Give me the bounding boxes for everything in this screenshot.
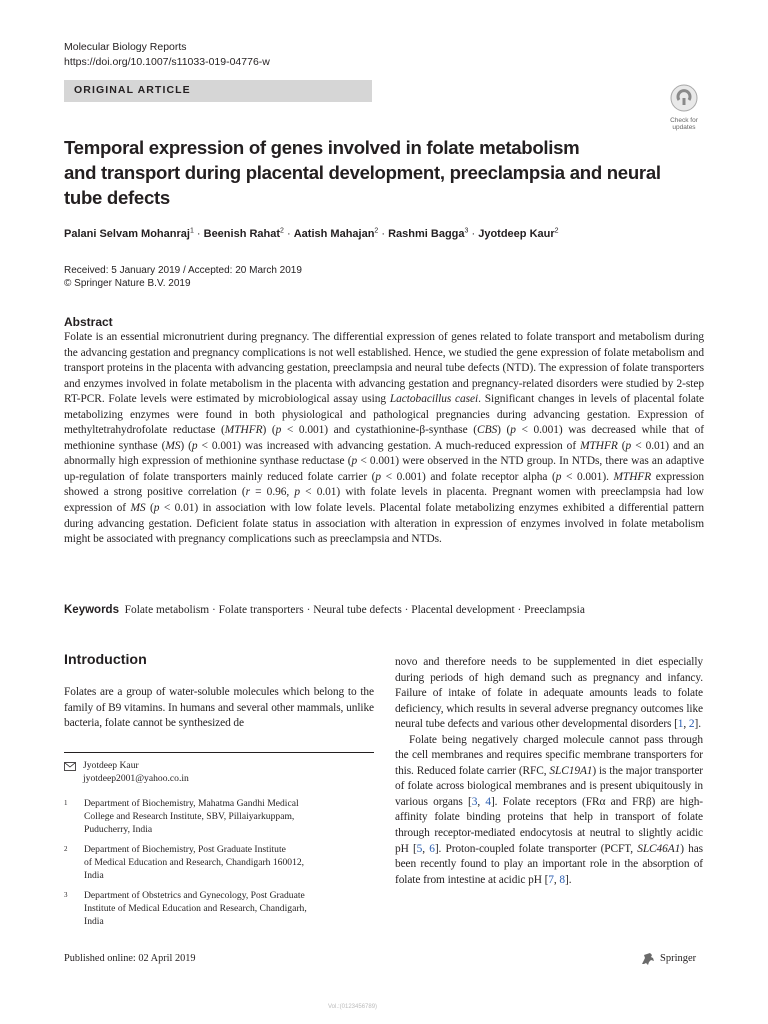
title-line: and transport during placental development, preeclampsia and neural: [64, 162, 661, 183]
author-separator: ·: [283, 228, 294, 240]
title-line: Temporal expression of genes involved in folate metabolism: [64, 137, 580, 158]
article-type-bar: [64, 80, 372, 102]
footnote-divider: [64, 752, 374, 753]
affiliation-line: Department of Biochemistry, Mahatma Gandhi Medical: [84, 798, 299, 809]
check-updates-line2: updates: [672, 124, 696, 131]
affiliation-line: India: [84, 916, 104, 927]
author-name[interactable]: Jyotdeep Kaur: [478, 228, 555, 240]
author-affiliation-number: 2: [554, 227, 559, 235]
author-affiliation-number: 2: [280, 227, 284, 235]
check-for-updates-badge[interactable]: [664, 84, 704, 131]
abstract-heading: Abstract: [64, 315, 113, 329]
affiliation-line: Institute of Medical Education and Research, Chandigarh,: [84, 903, 307, 914]
journal-name: Molecular Biology Reports: [64, 41, 187, 53]
affiliation-number: 1: [64, 799, 68, 807]
intro-paragraph: novo and therefore needs to be supplemented in diet especially during periods of high demand such as pregnancy and infancy. Failure of intake of folate in adequate amounts leads to folate deficiency, which results in several adverse pregnancy outcomes like neural tube defects and various other developmental disorders [1, 2].: [395, 656, 703, 731]
corresponding-author: [83, 759, 189, 785]
keywords-text: Folate metabolism · Folate transporters · Neural tube defects · Placental development · Preeclampsia: [124, 604, 585, 616]
affiliation-2: [64, 843, 374, 882]
author-name[interactable]: Beenish Rahat: [203, 228, 281, 240]
author-list: [64, 228, 559, 240]
check-updates-icon: [670, 84, 698, 112]
author-name[interactable]: Rashmi Bagga: [388, 228, 465, 240]
copyright-line: © Springer Nature B.V. 2019: [64, 278, 191, 289]
article-title: [64, 135, 661, 210]
intro-paragraph: Folates are a group of water-soluble molecules which belong to the family of B9 vitamins. In humans and several other mammals, unlike bacteria, folate cannot be synthesized de: [64, 686, 374, 730]
affiliation-line: Department of Obstetrics and Gynecology, Post Graduate: [84, 890, 305, 901]
affiliation-number: 2: [64, 845, 68, 853]
keywords-label: Keywords: [64, 604, 119, 616]
title-line: tube defects: [64, 187, 170, 208]
email-icon: [64, 758, 76, 776]
intro-left-column: [64, 685, 374, 732]
author-affiliation-number: 1: [189, 227, 194, 235]
doi-link[interactable]: https://doi.org/10.1007/s11033-019-04776-w: [64, 56, 270, 68]
volume-marker: Vol.:(0123456789): [328, 1004, 378, 1010]
abstract-text: Folate is an essential micronutrient during pregnancy. The differential expression of genes related to folate transport and metabolism during the advancing gestation and pregnancy complications is not well established. Hence, we studied the gene expression of folate metabolism and transport proteins in the placenta with advancing gestation, preeclampsia and neural tube defects (NTD). The expression of folate transporters and enzymes involved in folate metabolism in the placenta with advancing gestation and pregnancy-related disorders were studied by 2-step RT-PCR. Folate levels were estimated by microbiological assay using Lactobacillus casei. Significant changes in levels of placental folate metabolizing enzymes were found in both physiological and pathological pregnancies during advancing gestation. Expression of methyltetrahydrofolate reductase (MTHFR) (p < 0.001) and cystathionine-β-synthase (CBS) (p < 0.001) was decreased while that of methionine synthase (MS) (p < 0.001) was increased with advancing gestation. A much-reduced expression of MTHFR (p < 0.01) and an abnormally high expression of methionine synthase reductase (p < 0.001) were observed in the NTD group. In NTDs, there was an adaptive up-regulation of folate transporters mainly reduced folate carrier (p < 0.001) and folate receptor alpha (p < 0.001). MTHFR expression showed a strong positive correlation (r = 0.96, p < 0.01) with folate levels in placenta. Pregnant women with preeclampsia had low expression of MS (p < 0.01) in association with low folate levels. Placental folate metabolizing enzymes exhibited a differential pattern during advancing gestation. Deficient folate status in association with alteration in expression of enzymes involved in folate metabolism might be associated with pregnancy complications such as preeclampsia and NTDs.: [64, 331, 705, 546]
springer-horse-icon: [640, 952, 656, 966]
affiliation-line: India: [84, 870, 104, 881]
affiliation-line: Puducherry, India: [84, 824, 153, 835]
affiliation-3: [64, 889, 374, 928]
author-affiliation-number: 2: [374, 227, 379, 235]
affiliation-line: Department of Biochemistry, Post Graduate Institute: [84, 844, 286, 855]
intro-paragraph: Folate being negatively charged molecule cannot pass through the cell membranes and requires specific membrane transporters for this. Reduced folate carrier (RFC, SLC19A1) is the major transporter of folate across biological membranes and is present ubiquitously in various organs [3, 4]. Folate receptors (FRα and FRβ) are high-affinity folate binding proteins that help in transport of folate through receptor-mediated endocytosis at neutral to slightly acidic pH [5, 6]. Proton-coupled folate transporter (PCFT, SLC46A1) has been recently found to play an important role in the absorption of folate from intestine at acidic pH [7, 8].: [395, 733, 704, 886]
affiliation-number: 3: [64, 891, 68, 899]
intro-right-column: [395, 655, 703, 888]
author-name[interactable]: Palani Selvam Mohanraj: [64, 228, 190, 240]
corresponding-author-name: Jyotdeep Kaur: [83, 760, 139, 771]
received-accepted-dates: Received: 5 January 2019 / Accepted: 20 March 2019: [64, 265, 302, 276]
corresponding-author-email[interactable]: jyotdeep2001@yahoo.co.in: [83, 773, 189, 784]
keywords: [64, 604, 585, 616]
author-affiliation-number: 3: [464, 227, 469, 235]
check-updates-line1: Check for: [670, 117, 698, 124]
introduction-heading: Introduction: [64, 652, 147, 668]
published-online: Published online: 02 April 2019: [64, 953, 196, 964]
author-name[interactable]: Aatish Mahajan: [293, 228, 375, 240]
springer-wordmark: Springer: [660, 953, 697, 964]
affiliation-line: College and Research Institute, SBV, Pillaiyarkuppam,: [84, 811, 295, 822]
author-separator: ·: [378, 228, 389, 240]
springer-logo: [640, 952, 697, 971]
author-separator: ·: [468, 228, 479, 240]
affiliation-line: of Medical Education and Research, Chandigarh 160012,: [84, 857, 305, 868]
author-separator: ·: [193, 228, 204, 240]
affiliation-1: [64, 797, 374, 836]
abstract-body: [64, 330, 704, 548]
article-type: ORIGINAL ARTICLE: [74, 84, 191, 96]
